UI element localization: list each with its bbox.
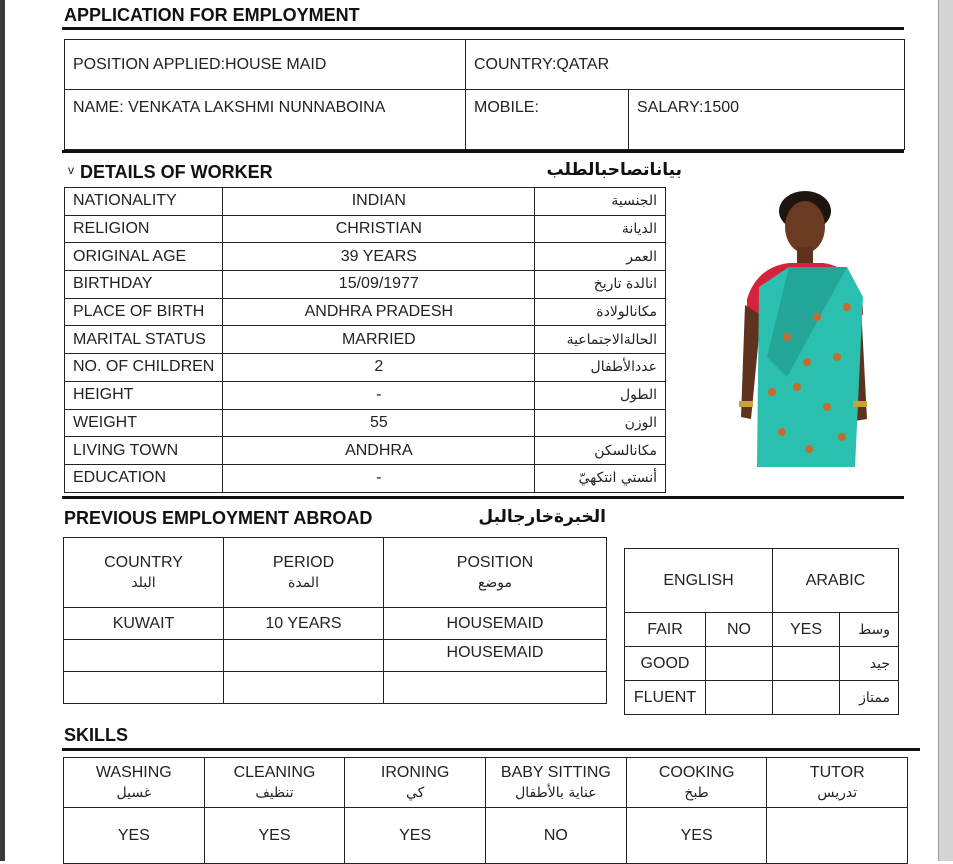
previous-row-1-position: HOUSEMAID	[384, 608, 607, 640]
skill-value: YES	[345, 808, 486, 864]
skill-header	[204, 758, 345, 808]
skill-name-ar: عناية بالأطفال	[515, 784, 597, 801]
language-fair-arabic: YES	[773, 613, 840, 647]
country-applied: COUNTRY:QATAR	[466, 40, 905, 90]
header-info-table	[64, 39, 905, 150]
mobile: MOBILE:	[466, 90, 629, 150]
language-level-good: GOOD	[625, 647, 706, 681]
previous-header-position	[384, 538, 607, 608]
language-header-english: ENGLISH	[625, 549, 773, 613]
worker-field-label: LIVING TOWN	[65, 437, 223, 465]
worker-row	[65, 381, 666, 409]
previous-employment-table	[63, 537, 607, 704]
skill-name-ar: تدريس	[817, 784, 858, 801]
worker-field-label-ar: العمر	[535, 243, 666, 271]
worker-field-value: CHRISTIAN	[223, 215, 535, 243]
position-applied: POSITION APPLIED:HOUSE MAID	[65, 40, 466, 90]
worker-field-value: -	[223, 381, 535, 409]
skill-name: COOKING	[658, 763, 735, 781]
worker-row	[65, 271, 666, 299]
skill-header	[485, 758, 626, 808]
previous-row-3-country	[64, 672, 224, 704]
worker-row	[65, 243, 666, 271]
worker-row	[65, 215, 666, 243]
worker-field-value: 15/09/1977	[223, 271, 535, 299]
language-level-fluent: FLUENT	[625, 681, 706, 715]
worker-row	[65, 437, 666, 465]
skill-value: NO	[485, 808, 626, 864]
worker-field-label: BIRTHDAY	[65, 271, 223, 299]
language-header-arabic: ARABIC	[773, 549, 899, 613]
skills-section-title: SKILLS	[64, 725, 129, 745]
skill-header	[64, 758, 205, 808]
skill-name: CLEANING	[233, 763, 316, 781]
previous-header-period-ar: المدة	[288, 574, 319, 591]
worker-field-value: ANDHRA	[223, 437, 535, 465]
previous-header-country-en: COUNTRY	[104, 553, 183, 571]
worker-row	[65, 326, 666, 354]
worker-field-label-ar: الحالةالاجتماعية	[535, 326, 666, 354]
skill-name-ar: تنظيف	[255, 784, 294, 801]
worker-field-label-ar: الجنسية	[535, 188, 666, 216]
language-good-ar: جيد	[840, 647, 899, 681]
skill-header	[626, 758, 767, 808]
language-level-fair: FAIR	[625, 613, 706, 647]
previous-section-title: PREVIOUS EMPLOYMENT ABROAD	[64, 508, 373, 528]
language-fair-english: NO	[706, 613, 773, 647]
left-window-edge	[0, 0, 5, 861]
skill-value: YES	[64, 808, 205, 864]
worker-field-label: WEIGHT	[65, 409, 223, 437]
previous-header-country	[64, 538, 224, 608]
skill-value	[767, 808, 908, 864]
skills-header-row	[64, 758, 908, 808]
language-fair-ar: وسط	[840, 613, 899, 647]
previous-row-1-period: 10 YEARS	[224, 608, 384, 640]
worker-field-label: MARITAL STATUS	[65, 326, 223, 354]
worker-field-value: -	[223, 464, 535, 492]
worker-row	[65, 464, 666, 492]
language-table	[624, 548, 899, 715]
previous-row-2-country	[64, 640, 224, 672]
previous-section-title-ar: الخبرةخارجالبل	[478, 507, 606, 527]
previous-row-3-position	[384, 672, 607, 704]
worker-field-label-ar: الديانة	[535, 215, 666, 243]
skill-name: TUTOR	[809, 763, 865, 781]
worker-row	[65, 354, 666, 382]
worker-field-value: 39 YEARS	[223, 243, 535, 271]
worker-row	[65, 188, 666, 216]
language-fluent-ar: ممتاز	[840, 681, 899, 715]
worker-row	[65, 409, 666, 437]
worker-field-value: 2	[223, 354, 535, 382]
header-rule	[62, 150, 904, 153]
skill-name: IRONING	[380, 763, 450, 781]
previous-header-position-en: POSITION	[456, 553, 534, 571]
skill-name: BABY SITTING	[500, 763, 611, 781]
worker-field-value: INDIAN	[223, 188, 535, 216]
worker-field-label-ar: الطول	[535, 381, 666, 409]
worker-field-label: NATIONALITY	[65, 188, 223, 216]
previous-header-position-ar: موضع	[477, 574, 513, 591]
skill-name-ar: طبخ	[684, 784, 709, 801]
language-fluent-arabic	[773, 681, 840, 715]
previous-header-period	[224, 538, 384, 608]
worker-field-value: MARRIED	[223, 326, 535, 354]
worker-rule	[62, 496, 904, 499]
skill-name: WASHING	[95, 763, 172, 781]
language-fluent-english	[706, 681, 773, 715]
worker-field-label: PLACE OF BIRTH	[65, 298, 223, 326]
worker-field-label: NO. OF CHILDREN	[65, 354, 223, 382]
worker-field-label: EDUCATION	[65, 464, 223, 492]
skill-name-ar: غسيل	[116, 784, 152, 801]
vertical-scrollbar[interactable]	[938, 0, 953, 861]
previous-row-2-period	[224, 640, 384, 672]
previous-row-3-period	[224, 672, 384, 704]
worker-field-label: RELIGION	[65, 215, 223, 243]
skill-value: YES	[626, 808, 767, 864]
worker-row	[65, 298, 666, 326]
worker-field-label: HEIGHT	[65, 381, 223, 409]
worker-section-title-ar: بياناتصاحبالطلب	[546, 160, 682, 180]
worker-field-label-ar: مكانالولادة	[535, 298, 666, 326]
skill-name-ar: كي	[405, 784, 425, 801]
applicant-name: NAME: VENKATA LAKSHMI NUNNABOINA	[65, 90, 466, 150]
previous-row-2-position: HOUSEMAID	[384, 640, 607, 672]
worker-field-value: ANDHRA PRADESH	[223, 298, 535, 326]
previous-header-period-en: PERIOD	[272, 553, 335, 571]
worker-field-label-ar: عددالأطفال	[535, 354, 666, 382]
worker-section-title: DETAILS OF WORKER	[80, 162, 273, 182]
skill-header	[345, 758, 486, 808]
title-rule	[62, 27, 904, 30]
salary: SALARY:1500	[629, 90, 905, 150]
skill-value: YES	[204, 808, 345, 864]
worker-title-prefix: v	[68, 163, 74, 177]
worker-field-label-ar: مكانالسكن	[535, 437, 666, 465]
worker-field-value: 55	[223, 409, 535, 437]
language-good-english	[706, 647, 773, 681]
worker-field-label-ar: انالدة تاريخ	[535, 271, 666, 299]
applicant-photo	[727, 187, 877, 467]
worker-field-label-ar: أنستي انتكهيّ	[535, 464, 666, 492]
worker-field-label-ar: الوزن	[535, 409, 666, 437]
skills-rule	[62, 748, 920, 751]
worker-details-table	[64, 187, 666, 493]
previous-header-country-ar: البلد	[131, 574, 156, 591]
language-good-arabic	[773, 647, 840, 681]
skill-header	[767, 758, 908, 808]
skills-value-row	[64, 808, 908, 864]
worker-field-label: ORIGINAL AGE	[65, 243, 223, 271]
page-title: APPLICATION FOR EMPLOYMENT	[64, 5, 360, 25]
previous-row-1-country: KUWAIT	[64, 608, 224, 640]
skills-table	[63, 757, 908, 864]
